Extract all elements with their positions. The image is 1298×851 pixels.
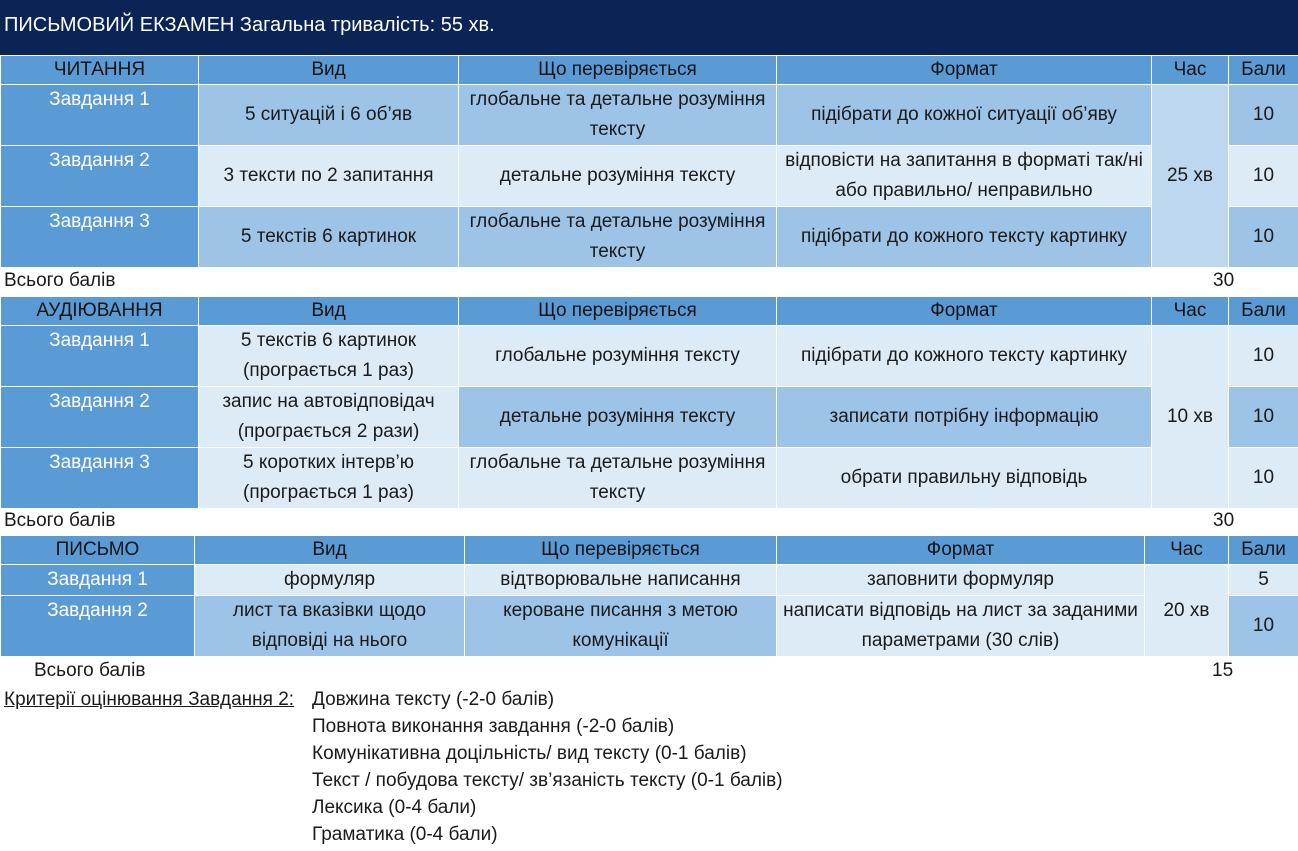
column-header-time: Час xyxy=(1145,536,1229,565)
task-vyd: 5 текстів 6 картинок (програється 1 раз) xyxy=(199,326,459,387)
listening-total-label: Всього балів xyxy=(4,510,116,531)
column-header-format: Формат xyxy=(777,297,1152,326)
column-header-points: Бали xyxy=(1229,297,1298,326)
task-check: кероване писання з метою комунікації xyxy=(465,596,777,657)
criteria-item: Лексика (0-4 бали) xyxy=(312,797,477,818)
listening-table xyxy=(0,296,1298,509)
task-vyd: формуляр xyxy=(195,565,465,596)
task-label: Завдання 1 xyxy=(1,326,199,387)
task-points: 10 xyxy=(1229,387,1298,448)
task-format: записати потрібну інформацію xyxy=(777,387,1152,448)
task-format: написати відповідь на лист за заданими параметрами (30 слів) xyxy=(777,596,1145,657)
column-header-check: Що перевіряється xyxy=(459,56,777,85)
criteria-item: Комунікативна доцільність/ вид тексту (0-1 балів) xyxy=(312,743,747,764)
table-row xyxy=(1,326,1298,387)
table-row xyxy=(1,565,1298,596)
task-check: відтворювальне написання xyxy=(465,565,777,596)
task-format: відповісти на запитання в форматі так/ні або правильно/ неправильно xyxy=(777,146,1152,207)
task-format: обрати правильну відповідь xyxy=(777,448,1152,509)
section-name: ПИСЬМО xyxy=(1,536,195,565)
reading-table xyxy=(0,55,1298,268)
column-header-points: Бали xyxy=(1229,536,1298,565)
section-name: АУДІЮВАННЯ xyxy=(1,297,199,326)
task-format: заповнити формуляр xyxy=(777,565,1145,596)
section-time: 10 хв xyxy=(1152,326,1229,509)
column-header-check: Що перевіряється xyxy=(459,297,777,326)
table-row xyxy=(1,448,1298,509)
criteria-heading: Критерії оцінювання Завдання 2: xyxy=(4,689,295,710)
criteria-item: Повнота виконання завдання (-2-0 балів) xyxy=(312,716,675,737)
column-header-vyd: Вид xyxy=(195,536,465,565)
task-check: детальне розуміння тексту xyxy=(459,387,777,448)
column-header-check: Що перевіряється xyxy=(465,536,777,565)
criteria-item: Текст / побудова тексту/ зв’язаність тексту (0-1 балів) xyxy=(312,770,783,791)
task-check: глобальне та детальне розуміння тексту xyxy=(459,448,777,509)
task-vyd: 3 тексти по 2 запитання xyxy=(199,146,459,207)
task-points: 10 xyxy=(1229,448,1298,509)
task-label: Завдання 3 xyxy=(1,207,199,268)
task-format: підібрати до кожної ситуації об’яву xyxy=(777,85,1152,146)
task-check: детальне розуміння тексту xyxy=(459,146,777,207)
task-points: 10 xyxy=(1229,207,1298,268)
listening-header-row xyxy=(1,297,1298,326)
column-header-format: Формат xyxy=(777,56,1152,85)
task-label: Завдання 2 xyxy=(1,596,195,657)
table-row xyxy=(1,596,1298,657)
task-format: підібрати до кожного тексту картинку xyxy=(777,326,1152,387)
column-header-vyd: Вид xyxy=(199,297,459,326)
task-vyd: 5 текстів 6 картинок xyxy=(199,207,459,268)
writing-header-row xyxy=(1,536,1298,565)
reading-header-row xyxy=(1,56,1298,85)
task-label: Завдання 3 xyxy=(1,448,199,509)
task-vyd: 5 ситуацій і 6 об’яв xyxy=(199,85,459,146)
task-vyd: 5 коротких інтерв’ю (програється 1 раз) xyxy=(199,448,459,509)
section-time: 20 хв xyxy=(1145,565,1229,657)
table-row xyxy=(1,387,1298,448)
task-label: Завдання 2 xyxy=(1,146,199,207)
writing-total-label: Всього балів xyxy=(34,660,146,681)
task-vyd: лист та вказівки щодо відповіді на нього xyxy=(195,596,465,657)
criteria-item: Граматика (0-4 бали) xyxy=(312,824,498,845)
column-header-vyd: Вид xyxy=(199,56,459,85)
task-vyd: запис на автовідповідач (програється 2 рази) xyxy=(199,387,459,448)
task-check: глобальне розуміння тексту xyxy=(459,326,777,387)
task-points: 5 xyxy=(1229,565,1298,596)
task-points: 10 xyxy=(1229,596,1298,657)
task-points: 10 xyxy=(1229,85,1298,146)
task-check: глобальне та детальне розуміння тексту xyxy=(459,85,777,146)
table-row xyxy=(1,85,1298,146)
task-format: підібрати до кожного тексту картинку xyxy=(777,207,1152,268)
column-header-time: Час xyxy=(1152,56,1229,85)
writing-table xyxy=(0,535,1298,657)
exam-title: ПИСЬМОВИЙ ЕКЗАМЕН Загальна тривалість: 55 хв. xyxy=(0,0,1298,56)
writing-total-value: 15 xyxy=(1212,660,1234,681)
table-row xyxy=(1,146,1298,207)
task-points: 10 xyxy=(1229,146,1298,207)
task-label: Завдання 2 xyxy=(1,387,199,448)
task-check: глобальне та детальне розуміння тексту xyxy=(459,207,777,268)
task-points: 10 xyxy=(1229,326,1298,387)
section-name: ЧИТАННЯ xyxy=(1,56,199,85)
column-header-format: Формат xyxy=(777,536,1145,565)
reading-total-label: Всього балів xyxy=(4,270,116,291)
task-label: Завдання 1 xyxy=(1,565,195,596)
reading-total-value: 30 xyxy=(1213,270,1235,291)
table-row xyxy=(1,207,1298,268)
listening-total-value: 30 xyxy=(1213,510,1235,531)
task-label: Завдання 1 xyxy=(1,85,199,146)
criteria-item: Довжина тексту (-2-0 балів) xyxy=(312,689,555,710)
column-header-time: Час xyxy=(1152,297,1229,326)
column-header-points: Бали xyxy=(1229,56,1298,85)
section-time: 25 хв xyxy=(1152,85,1229,268)
